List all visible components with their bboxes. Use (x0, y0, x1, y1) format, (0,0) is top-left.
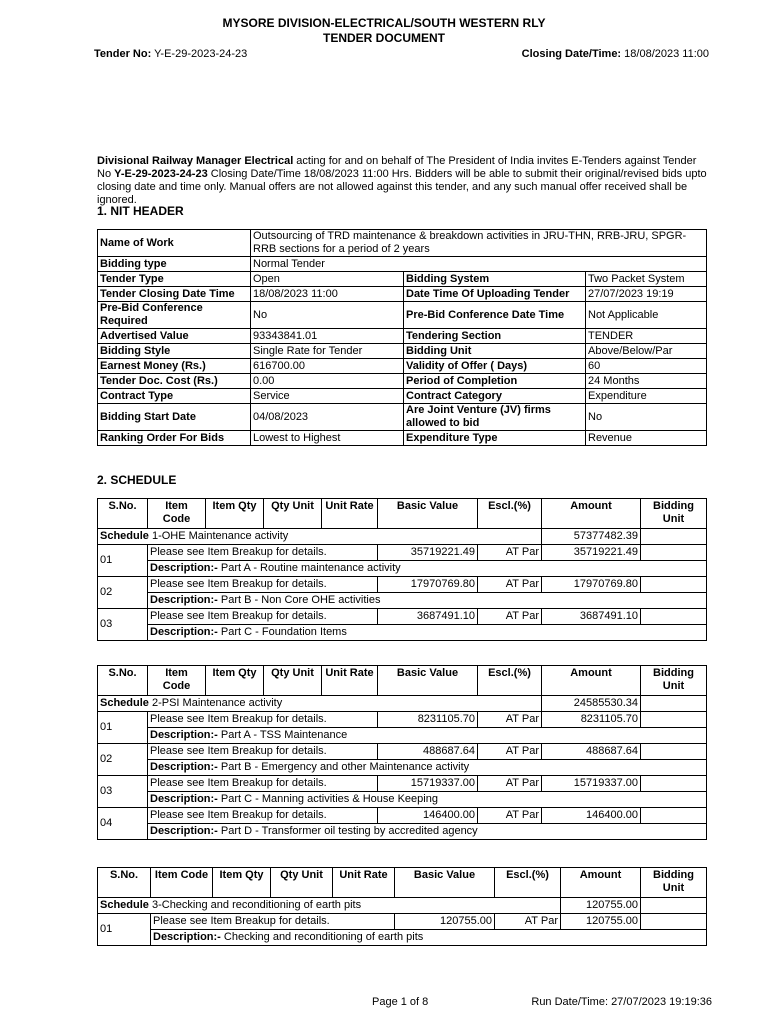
schedule-description-row (98, 930, 707, 946)
schedule-column-header: S.No. (98, 666, 148, 696)
item-text: Please see Item Breakup for details. (148, 808, 378, 824)
description-text: Part B - Non Core OHE activities (220, 594, 381, 606)
schedule-total: 120755.00 (561, 898, 641, 914)
nit-value: Lowest to Highest (251, 431, 404, 446)
description-label: Description:- (150, 562, 218, 574)
nit-row-bidding-type (98, 257, 707, 272)
nit-label: Bidding Style (98, 344, 251, 359)
nit-label: Tender Type (98, 272, 251, 287)
description-label: Description:- (150, 729, 218, 741)
item-description (148, 625, 707, 641)
item-amount: 120755.00 (561, 914, 641, 930)
intro-paragraph (97, 155, 709, 207)
schedule-title: 2. SCHEDULE (97, 473, 177, 487)
schedule-column-header: S.No. (98, 868, 151, 898)
schedule-column-header: Amount (542, 666, 641, 696)
description-text: Part A - Routine maintenance activity (220, 562, 401, 574)
nit-value: Single Rate for Tender (251, 344, 404, 359)
nit-label: Bidding Unit (404, 344, 586, 359)
item-description (148, 824, 707, 840)
empty-cell (641, 898, 707, 914)
schedule-header-row (98, 868, 707, 898)
schedule-description-row (98, 824, 707, 840)
item-sno: 03 (98, 609, 148, 641)
description-text: Part C - Manning activities & House Keeping (220, 793, 438, 805)
schedule-name-row (98, 898, 707, 914)
item-bidding-unit (641, 712, 707, 728)
description-text: Checking and reconditioning of earth pits (223, 931, 424, 943)
page-number: Page 1 of 8 (372, 996, 429, 1008)
nit-table (97, 229, 707, 446)
item-escalation: AT Par (478, 776, 542, 792)
item-bidding-unit (641, 577, 707, 593)
schedule-column-header: Escl.(%) (478, 499, 542, 529)
run-value: 27/07/2023 19:19:36 (611, 996, 712, 1008)
schedule-header-row (98, 666, 707, 696)
nit-value: 60 (586, 359, 707, 374)
description-label: Description:- (150, 793, 218, 805)
schedule-name-text: 1-OHE Maintenance activity (151, 530, 289, 542)
item-text: Please see Item Breakup for details. (148, 776, 378, 792)
schedule-column-header: Item Code (148, 666, 206, 696)
division-title: MYSORE DIVISION-ELECTRICAL/SOUTH WESTERN RLY (222, 16, 546, 30)
run-datetime (531, 996, 712, 1008)
schedule-name-text: 2-PSI Maintenance activity (151, 697, 283, 709)
nit-label: Date Time Of Uploading Tender (404, 287, 586, 302)
item-escalation: AT Par (478, 545, 542, 561)
item-escalation: AT Par (495, 914, 561, 930)
item-escalation: AT Par (478, 744, 542, 760)
schedule-column-header: Qty Unit (271, 868, 333, 898)
schedule-column-header: S.No. (98, 499, 148, 529)
nit-value: 24 Months (586, 374, 707, 389)
item-amount: 35719221.49 (542, 545, 641, 561)
nit-row (98, 302, 707, 329)
nit-value: No (251, 302, 404, 329)
schedule-total: 57377482.39 (542, 529, 641, 545)
nit-row (98, 431, 707, 446)
nit-label: Bidding System (404, 272, 586, 287)
nit-value: 93343841.01 (251, 329, 404, 344)
item-text: Please see Item Breakup for details. (148, 577, 378, 593)
item-escalation: AT Par (478, 609, 542, 625)
schedule-column-header: Unit Rate (322, 499, 378, 529)
intro-org: Divisional Railway Manager Electrical (97, 155, 294, 167)
closing-value: 18/08/2023 11:00 (624, 48, 709, 60)
closing-datetime (522, 48, 709, 60)
nit-label: Bidding type (98, 257, 251, 272)
item-escalation: AT Par (478, 712, 542, 728)
item-basic-value: 146400.00 (378, 808, 478, 824)
item-basic-value: 8231105.70 (378, 712, 478, 728)
schedule-description-row (98, 561, 707, 577)
schedule-header-row (98, 499, 707, 529)
schedule-item-row (98, 712, 707, 728)
description-label: Description:- (150, 761, 218, 773)
nit-label: Tendering Section (404, 329, 586, 344)
nit-label: Contract Category (404, 389, 586, 404)
schedule-total: 24585530.34 (542, 696, 641, 712)
schedule-column-header: Bidding Unit (641, 499, 707, 529)
schedule-column-header: Basic Value (395, 868, 495, 898)
nit-row-name-of-work (98, 230, 707, 257)
schedule-description-row (98, 792, 707, 808)
item-amount: 8231105.70 (542, 712, 641, 728)
item-amount: 3687491.10 (542, 609, 641, 625)
description-text: Part B - Emergency and other Maintenance activity (220, 761, 470, 773)
schedule-item-row (98, 776, 707, 792)
item-text: Please see Item Breakup for details. (151, 914, 395, 930)
nit-row (98, 329, 707, 344)
item-bidding-unit (641, 914, 707, 930)
schedule-name (98, 898, 561, 914)
item-description (148, 728, 707, 744)
item-text: Please see Item Breakup for details. (148, 545, 378, 561)
description-label: Description:- (150, 825, 218, 837)
nit-value: 0.00 (251, 374, 404, 389)
schedule-name (98, 529, 542, 545)
item-description (148, 593, 707, 609)
schedule-description-row (98, 728, 707, 744)
nit-row (98, 344, 707, 359)
item-amount: 488687.64 (542, 744, 641, 760)
nit-row (98, 287, 707, 302)
nit-label: Ranking Order For Bids (98, 431, 251, 446)
tender-no-value: Y-E-29-2023-24-23 (154, 48, 248, 60)
item-amount: 146400.00 (542, 808, 641, 824)
item-bidding-unit (641, 545, 707, 561)
schedule-label: Schedule (100, 697, 149, 709)
item-basic-value: 488687.64 (378, 744, 478, 760)
schedule-label: Schedule (100, 899, 149, 911)
nit-label: Tender Closing Date Time (98, 287, 251, 302)
schedule-column-header: Qty Unit (264, 666, 322, 696)
nit-value: 04/08/2023 (251, 404, 404, 431)
item-text: Please see Item Breakup for details. (148, 712, 378, 728)
schedule-table (97, 498, 707, 641)
nit-value: Expenditure (586, 389, 707, 404)
intro-tender-no: Y-E-29-2023-24-23 (114, 168, 208, 180)
item-bidding-unit (641, 776, 707, 792)
nit-label: Period of Completion (404, 374, 586, 389)
item-sno: 01 (98, 712, 148, 744)
nit-label: Are Joint Venture (JV) firms allowed to bid (404, 404, 586, 431)
schedule-column-header: Item Qty (206, 666, 264, 696)
item-sno: 02 (98, 577, 148, 609)
nit-row (98, 359, 707, 374)
schedule-description-row (98, 760, 707, 776)
run-label: Run Date/Time: (531, 996, 608, 1008)
item-sno: 04 (98, 808, 148, 840)
item-basic-value: 120755.00 (395, 914, 495, 930)
schedule-column-header: Item Qty (213, 868, 271, 898)
schedule-item-row (98, 545, 707, 561)
nit-row (98, 389, 707, 404)
schedule-column-header: Basic Value (378, 499, 478, 529)
description-text: Part D - Transformer oil testing by accredited agency (220, 825, 478, 837)
nit-value: No (586, 404, 707, 431)
nit-value: Two Packet System (586, 272, 707, 287)
schedule-column-header: Unit Rate (322, 666, 378, 696)
schedule-column-header: Item Code (151, 868, 213, 898)
item-description (148, 760, 707, 776)
nit-row (98, 272, 707, 287)
item-escalation: AT Par (478, 808, 542, 824)
schedule-column-header: Item Qty (206, 499, 264, 529)
nit-label: Pre-Bid Conference Date Time (404, 302, 586, 329)
nit-value: 616700.00 (251, 359, 404, 374)
intro-text-1: acting for and on behalf of The President of India invites E-Tenders against Tender No (97, 155, 697, 180)
nit-label: Tender Doc. Cost (Rs.) (98, 374, 251, 389)
nit-value: 27/07/2023 19:19 (586, 287, 707, 302)
description-text: Part C - Foundation Items (220, 626, 347, 638)
schedule-column-header: Bidding Unit (641, 666, 707, 696)
item-sno: 01 (98, 545, 148, 577)
item-text: Please see Item Breakup for details. (148, 744, 378, 760)
nit-row (98, 404, 707, 431)
schedule-name-row (98, 529, 707, 545)
intro-text-2: Closing Date/Time 18/08/2023 11:00 Hrs. Bidders will be able to submit their original/revised bids upto closing date and time only. Manual offers are not allowed against this tender, and any such manual offer received shall be ignored. (97, 168, 707, 206)
description-label: Description:- (153, 931, 221, 943)
schedule-column-header: Unit Rate (333, 868, 395, 898)
schedule-item-row (98, 914, 707, 930)
nit-label: Name of Work (98, 230, 251, 257)
description-text: Part A - TSS Maintenance (220, 729, 348, 741)
schedule-name-text: 3-Checking and reconditioning of earth pits (151, 899, 362, 911)
schedule-item-row (98, 744, 707, 760)
item-basic-value: 17970769.80 (378, 577, 478, 593)
nit-value: 18/08/2023 11:00 (251, 287, 404, 302)
nit-value: TENDER (586, 329, 707, 344)
schedule-column-header: Escl.(%) (478, 666, 542, 696)
nit-value: Not Applicable (586, 302, 707, 329)
schedule-column-header: Qty Unit (264, 499, 322, 529)
item-description (148, 792, 707, 808)
nit-label: Expenditure Type (404, 431, 586, 446)
schedule-column-header: Bidding Unit (641, 868, 707, 898)
nit-value: Service (251, 389, 404, 404)
nit-value: Normal Tender (251, 257, 707, 272)
description-label: Description:- (150, 594, 218, 606)
schedule-column-header: Escl.(%) (495, 868, 561, 898)
item-sno: 03 (98, 776, 148, 808)
nit-label: Advertised Value (98, 329, 251, 344)
item-bidding-unit (641, 744, 707, 760)
schedule-description-row (98, 593, 707, 609)
schedule-label: Schedule (100, 530, 149, 542)
item-amount: 17970769.80 (542, 577, 641, 593)
item-escalation: AT Par (478, 577, 542, 593)
empty-cell (641, 529, 707, 545)
schedule-table (97, 867, 707, 946)
schedule-column-header: Amount (561, 868, 641, 898)
item-text: Please see Item Breakup for details. (148, 609, 378, 625)
schedule-column-header: Basic Value (378, 666, 478, 696)
item-basic-value: 3687491.10 (378, 609, 478, 625)
nit-row (98, 374, 707, 389)
nit-label: Contract Type (98, 389, 251, 404)
nit-value: Revenue (586, 431, 707, 446)
tender-no-label: Tender No: (94, 48, 152, 60)
closing-label: Closing Date/Time: (521, 48, 622, 60)
item-basic-value: 35719221.49 (378, 545, 478, 561)
item-description (148, 561, 707, 577)
tender-no (94, 48, 247, 60)
nit-label: Validity of Offer ( Days) (404, 359, 586, 374)
nit-value: Above/Below/Par (586, 344, 707, 359)
item-bidding-unit (641, 609, 707, 625)
item-sno: 02 (98, 744, 148, 776)
nit-value: Open (251, 272, 404, 287)
schedule-table (97, 665, 707, 840)
schedule-item-row (98, 808, 707, 824)
item-description (151, 930, 707, 946)
item-basic-value: 15719337.00 (378, 776, 478, 792)
empty-cell (641, 696, 707, 712)
schedule-item-row (98, 609, 707, 625)
nit-value: Outsourcing of TRD maintenance & breakdown activities in JRU-THN, RRB-JRU, SPGR-RRB sections for a period of 2 years (251, 230, 707, 257)
schedule-item-row (98, 577, 707, 593)
nit-label: Pre-Bid Conference Required (98, 302, 251, 329)
schedule-description-row (98, 625, 707, 641)
nit-label: Bidding Start Date (98, 404, 251, 431)
item-sno: 01 (98, 914, 151, 946)
nit-header-title: 1. NIT HEADER (97, 204, 184, 218)
schedule-column-header: Amount (542, 499, 641, 529)
schedule-name-row (98, 696, 707, 712)
nit-label: Earnest Money (Rs.) (98, 359, 251, 374)
item-amount: 15719337.00 (542, 776, 641, 792)
schedule-name (98, 696, 542, 712)
schedule-column-header: Item Code (148, 499, 206, 529)
item-bidding-unit (641, 808, 707, 824)
description-label: Description:- (150, 626, 218, 638)
document-title: TENDER DOCUMENT (323, 31, 445, 45)
